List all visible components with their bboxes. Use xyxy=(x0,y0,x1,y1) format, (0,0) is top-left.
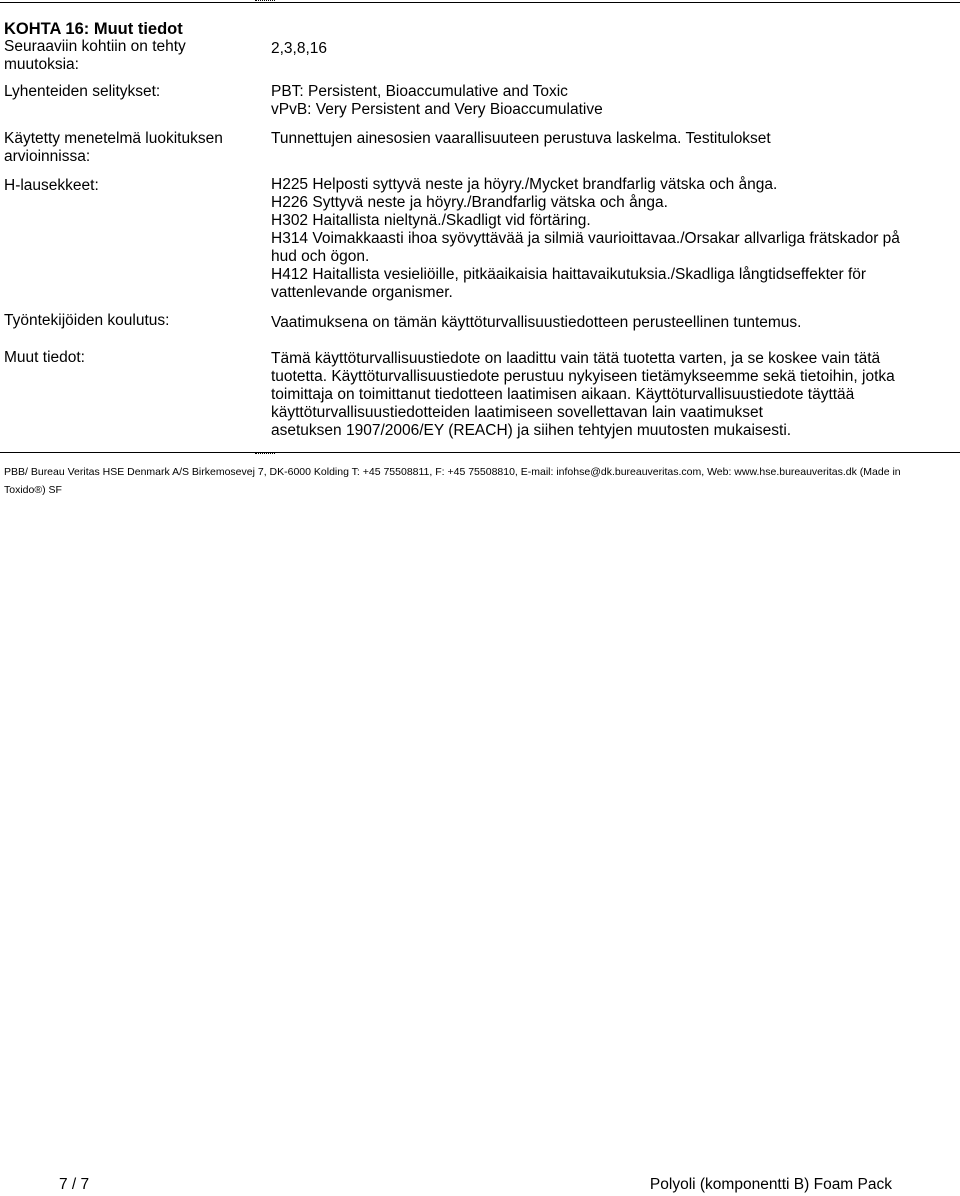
other-info-line-5: asetuksen 1907/2006/EY (REACH) ja siihen tehtyjen muutosten mukaisesti. xyxy=(271,422,792,439)
h-statements-label-line-1: H-lausekkeet: xyxy=(4,177,99,194)
other-info-line-1: Tämä käyttöturvallisuustiedote on laadittu vain tätä tuotetta varten, ja se koskee vain tätä xyxy=(271,350,881,367)
abbreviations-label-line-1: Lyhenteiden selitykset: xyxy=(4,83,161,100)
abbreviations-value-line-1: PBT: Persistent, Bioaccumulative and Toxic xyxy=(271,83,568,100)
changes-value-line-1: 2,3,8,16 xyxy=(271,40,328,57)
bottom-divider xyxy=(0,452,960,453)
other-info-line-3: toimittaja on toimittanut tiedotteen laatimisen aikaan. Käyttöturvallisuustiedote täyttää xyxy=(271,386,855,403)
h-statements-label xyxy=(4,177,249,195)
changes-value xyxy=(271,40,951,58)
method-label xyxy=(4,130,249,166)
method-label-line-2: arvioinnissa: xyxy=(4,148,91,165)
training-value xyxy=(271,314,951,332)
training-label-line-1: Työntekijöiden koulutus: xyxy=(4,312,170,329)
other-info-label-line-1: Muut tiedot: xyxy=(4,349,85,366)
product-name: Polyoli (komponentti B) Foam Pack xyxy=(649,1176,892,1193)
method-value xyxy=(271,130,951,148)
abbreviations-label xyxy=(4,83,249,101)
other-info-line-2: tuotetta. Käyttöturvallisuustiedote perustuu nykyiseen tietämykseemme sekä tietoihin, jotka xyxy=(271,368,895,385)
h-statement-h412: H412 Haitallista vesieliöille, pitkäaikaisia haittavaikutuksia./Skadliga långtidseffekter för xyxy=(271,266,867,283)
training-label xyxy=(4,312,249,330)
h-statement-h314-cont: hud och ögon. xyxy=(271,248,370,265)
h-statement-h226: H226 Syttyvä neste ja höyry./Brandfarlig vätska och ånga. xyxy=(271,194,668,211)
top-divider xyxy=(0,2,960,3)
other-info-line-4: käyttöturvallisuustiedotteiden laatimiseen sovellettavan lain vaatimukset xyxy=(271,404,763,421)
changes-label-line-2: muutoksia: xyxy=(4,56,79,73)
changes-label xyxy=(4,38,249,74)
method-label-line-1: Käytetty menetelmä luokituksen xyxy=(4,130,223,147)
company-footer-line-2: Toxido®) SF xyxy=(4,484,62,496)
bottom-divider-tick xyxy=(255,453,275,456)
company-footer xyxy=(4,463,944,499)
training-value-line-1: Vaatimuksena on tämän käyttöturvallisuustiedotteen perusteellinen tuntemus. xyxy=(271,314,802,331)
method-value-line-1: Tunnettujen ainesosien vaarallisuuteen perustuva laskelma. Testitulokset xyxy=(271,130,771,147)
h-statements-value xyxy=(271,176,951,302)
top-divider-tick xyxy=(255,0,275,3)
h-statement-h314: H314 Voimakkaasti ihoa syövyttävää ja silmiä vaurioittavaa./Orsakar allvarliga frätskador på xyxy=(271,230,900,247)
page-number: 7 / 7 xyxy=(59,1176,90,1193)
section-title: KOHTA 16: Muut tiedot xyxy=(4,20,183,38)
company-footer-line-1: PBB/ Bureau Veritas HSE Denmark A/S Birkemosevej 7, DK-6000 Kolding T: +45 75508811, F: +45 75508810, E-mail: infohse@dk.bureauveritas.com, Web: www.hse.bureauveritas.dk (Made in xyxy=(4,466,901,478)
h-statement-h225: H225 Helposti syttyvä neste ja höyry./Mycket brandfarlig vätska och ånga. xyxy=(271,176,778,193)
other-info-value xyxy=(271,350,951,440)
h-statement-h412-cont: vattenlevande organismer. xyxy=(271,284,453,301)
abbreviations-value xyxy=(271,83,951,119)
changes-label-line-1: Seuraaviin kohtiin on tehty xyxy=(4,38,186,55)
abbreviations-value-line-2: vPvB: Very Persistent and Very Bioaccumulative xyxy=(271,101,603,118)
other-info-label xyxy=(4,349,249,367)
h-statement-h302: H302 Haitallista nieltynä./Skadligt vid förtäring. xyxy=(271,212,591,229)
